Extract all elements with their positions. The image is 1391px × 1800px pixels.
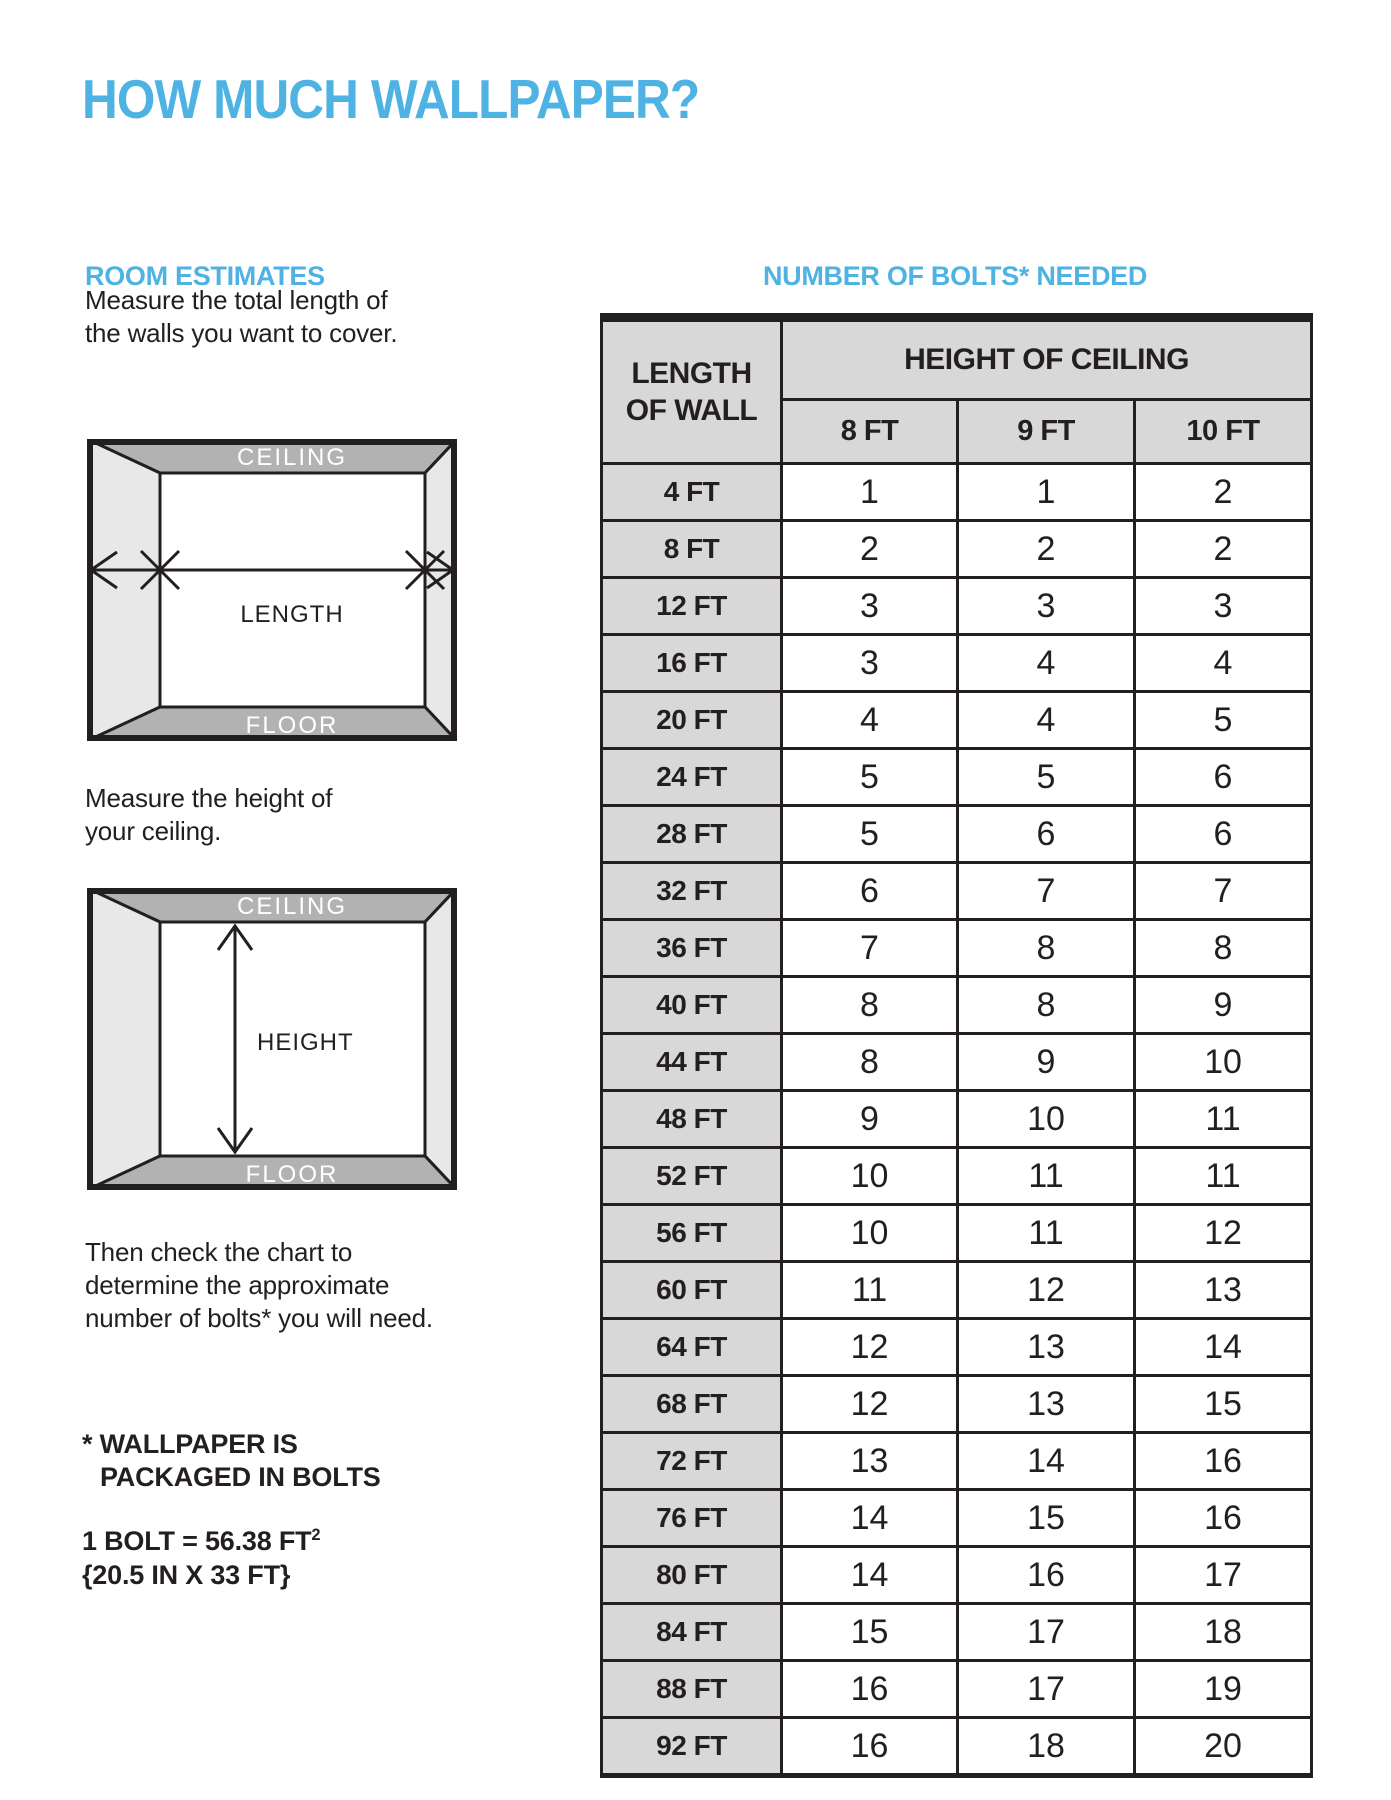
col-header-10ft: 10 FT <box>1135 400 1312 464</box>
bolt-count-cell: 14 <box>958 1433 1135 1490</box>
table-row <box>602 920 1312 977</box>
wall-length-cell: 92 FT <box>602 1718 782 1776</box>
table-row <box>602 1262 1312 1319</box>
bolt-count-cell: 12 <box>782 1376 958 1433</box>
instruction-step-2-line-2: your ceiling. <box>85 816 222 846</box>
bolt-count-cell: 16 <box>782 1661 958 1718</box>
bolt-count-cell: 9 <box>782 1091 958 1148</box>
table-row <box>602 1490 1312 1547</box>
table-row <box>602 1718 1312 1776</box>
table-row <box>602 635 1312 692</box>
bolt-count-cell: 3 <box>782 635 958 692</box>
height-of-ceiling-header: HEIGHT OF CEILING <box>782 318 1312 400</box>
bolt-count-cell: 15 <box>782 1604 958 1661</box>
bolt-count-cell: 1 <box>782 464 958 521</box>
bolt-count-cell: 4 <box>958 692 1135 749</box>
bolt-count-cell: 2 <box>1135 464 1312 521</box>
bolt-count-cell: 12 <box>958 1262 1135 1319</box>
page-title: HOW MUCH WALLPAPER? <box>82 68 700 130</box>
bolt-count-cell: 6 <box>782 863 958 920</box>
bolt-count-cell: 14 <box>782 1547 958 1604</box>
wall-length-cell: 64 FT <box>602 1319 782 1376</box>
bolt-count-cell: 8 <box>782 977 958 1034</box>
bolt-count-cell: 13 <box>958 1319 1135 1376</box>
instruction-step-1-line-1: Measure the total length of <box>85 285 388 315</box>
bolt-count-cell: 6 <box>1135 806 1312 863</box>
bolt-size-info <box>82 1524 320 1592</box>
table-row <box>602 1034 1312 1091</box>
bolts-needed-heading: NUMBER OF BOLTS* NEEDED <box>762 261 1148 291</box>
bolt-count-cell: 18 <box>1135 1604 1312 1661</box>
back-wall-surface <box>160 473 425 707</box>
table-row <box>602 1091 1312 1148</box>
bolt-count-cell: 7 <box>958 863 1135 920</box>
squared-superscript: 2 <box>311 1526 321 1544</box>
bolt-dimensions: {20.5 IN X 33 FT} <box>82 1560 291 1590</box>
wall-length-cell: 48 FT <box>602 1091 782 1148</box>
wall-length-cell: 44 FT <box>602 1034 782 1091</box>
floor-label: FLOOR <box>245 712 339 739</box>
table-row <box>602 806 1312 863</box>
table-row <box>602 1319 1312 1376</box>
wall-length-cell: 16 FT <box>602 635 782 692</box>
bolt-count-cell: 12 <box>782 1319 958 1376</box>
wall-length-cell: 12 FT <box>602 578 782 635</box>
wall-length-cell: 84 FT <box>602 1604 782 1661</box>
bolt-count-cell: 15 <box>1135 1376 1312 1433</box>
table-row <box>602 863 1312 920</box>
bolt-count-cell: 16 <box>958 1547 1135 1604</box>
wall-length-cell: 8 FT <box>602 521 782 578</box>
wall-length-cell: 20 FT <box>602 692 782 749</box>
bolt-count-cell: 10 <box>782 1205 958 1262</box>
ceiling-label: CEILING <box>236 444 348 471</box>
bolt-count-cell: 4 <box>782 692 958 749</box>
table-row <box>602 1433 1312 1490</box>
bolt-count-cell: 5 <box>782 749 958 806</box>
table-row <box>602 692 1312 749</box>
bolt-count-cell: 20 <box>1135 1718 1312 1776</box>
length-measure-label: LENGTH <box>240 601 344 628</box>
table-row <box>602 1376 1312 1433</box>
bolt-count-cell: 13 <box>782 1433 958 1490</box>
table-row <box>602 749 1312 806</box>
bolt-count-cell: 18 <box>958 1718 1135 1776</box>
bolt-count-cell: 13 <box>1135 1262 1312 1319</box>
table-row <box>602 464 1312 521</box>
bolt-count-cell: 8 <box>958 977 1135 1034</box>
floor-label: FLOOR <box>245 1161 339 1188</box>
room-estimates-heading: ROOM ESTIMATES <box>85 261 325 291</box>
bolt-count-cell: 10 <box>1135 1034 1312 1091</box>
bolt-count-cell: 11 <box>958 1148 1135 1205</box>
instruction-step-2 <box>85 782 332 848</box>
bolt-count-cell: 17 <box>1135 1547 1312 1604</box>
bolt-count-cell: 11 <box>1135 1148 1312 1205</box>
room-length-diagram <box>87 439 457 741</box>
table-row <box>602 977 1312 1034</box>
bolt-count-cell: 16 <box>1135 1490 1312 1547</box>
bolt-count-cell: 7 <box>1135 863 1312 920</box>
bolt-count-cell: 3 <box>1135 578 1312 635</box>
bolt-count-cell: 2 <box>958 521 1135 578</box>
bolts-footnote <box>82 1428 381 1494</box>
instruction-step-1 <box>85 284 397 350</box>
table-row <box>602 1205 1312 1262</box>
ceiling-label: CEILING <box>236 893 348 920</box>
bolt-count-cell: 2 <box>782 521 958 578</box>
instruction-step-1-line-2: the walls you want to cover. <box>85 318 398 348</box>
bolt-count-cell: 2 <box>1135 521 1312 578</box>
wall-length-cell: 80 FT <box>602 1547 782 1604</box>
left-wall-surface <box>87 439 160 741</box>
table-row <box>602 1547 1312 1604</box>
bolt-count-cell: 10 <box>958 1091 1135 1148</box>
bolt-count-cell: 13 <box>958 1376 1135 1433</box>
bolt-count-cell: 14 <box>782 1490 958 1547</box>
bolt-equation: 1 BOLT = 56.38 FT <box>82 1526 312 1556</box>
instruction-step-3-line-3: number of bolts* you will need. <box>85 1303 433 1333</box>
bolt-count-cell: 19 <box>1135 1661 1312 1718</box>
table-row <box>602 521 1312 578</box>
instruction-step-3-line-1: Then check the chart to <box>85 1237 353 1267</box>
bolts-table-header <box>602 318 1312 464</box>
bolt-count-cell: 3 <box>782 578 958 635</box>
table-row <box>602 1148 1312 1205</box>
bolts-needed-table <box>600 313 1313 1778</box>
wall-length-cell: 28 FT <box>602 806 782 863</box>
wall-length-cell: 72 FT <box>602 1433 782 1490</box>
bolt-count-cell: 6 <box>1135 749 1312 806</box>
bolt-count-cell: 14 <box>1135 1319 1312 1376</box>
header-row-1 <box>602 318 1312 400</box>
instruction-step-3-line-2: determine the approximate <box>85 1270 390 1300</box>
bolt-count-cell: 17 <box>958 1661 1135 1718</box>
wall-length-cell: 4 FT <box>602 464 782 521</box>
bolt-count-cell: 5 <box>1135 692 1312 749</box>
wall-length-cell: 40 FT <box>602 977 782 1034</box>
bolt-count-cell: 5 <box>958 749 1135 806</box>
instruction-step-3 <box>85 1236 433 1335</box>
bolt-count-cell: 8 <box>958 920 1135 977</box>
bolt-count-cell: 11 <box>782 1262 958 1319</box>
table-row <box>602 578 1312 635</box>
bolt-count-cell: 16 <box>782 1718 958 1776</box>
footnote-asterisk: * <box>82 1429 93 1459</box>
instruction-step-2-line-1: Measure the height of <box>85 783 333 813</box>
bolt-count-cell: 8 <box>1135 920 1312 977</box>
bolt-count-cell: 6 <box>958 806 1135 863</box>
bolt-count-cell: 8 <box>782 1034 958 1091</box>
bolt-count-cell: 4 <box>958 635 1135 692</box>
wall-length-cell: 76 FT <box>602 1490 782 1547</box>
wall-length-cell: 60 FT <box>602 1262 782 1319</box>
bolt-count-cell: 16 <box>1135 1433 1312 1490</box>
wall-length-cell: 68 FT <box>602 1376 782 1433</box>
bolt-count-cell: 11 <box>1135 1091 1312 1148</box>
bolt-count-cell: 11 <box>958 1205 1135 1262</box>
bolt-count-cell: 12 <box>1135 1205 1312 1262</box>
wall-length-cell: 52 FT <box>602 1148 782 1205</box>
bolt-count-cell: 15 <box>958 1490 1135 1547</box>
footnote-line-1: WALLPAPER IS <box>99 1429 298 1459</box>
bolts-table-body <box>602 464 1312 1776</box>
room-height-diagram <box>87 888 457 1190</box>
bolt-count-cell: 10 <box>782 1148 958 1205</box>
table-row <box>602 1661 1312 1718</box>
table-row <box>602 1604 1312 1661</box>
length-of-wall-line-1: LENGTH <box>631 357 752 390</box>
footnote-line-2: PACKAGED IN BOLTS <box>100 1462 381 1492</box>
bolt-count-cell: 17 <box>958 1604 1135 1661</box>
length-of-wall-line-2: OF WALL <box>625 394 758 427</box>
wall-length-cell: 88 FT <box>602 1661 782 1718</box>
col-header-8ft: 8 FT <box>782 400 958 464</box>
bolt-count-cell: 1 <box>958 464 1135 521</box>
bolt-count-cell: 3 <box>958 578 1135 635</box>
bolt-count-cell: 9 <box>958 1034 1135 1091</box>
bolt-count-cell: 4 <box>1135 635 1312 692</box>
wall-length-cell: 32 FT <box>602 863 782 920</box>
bolt-count-cell: 7 <box>782 920 958 977</box>
length-of-wall-header <box>602 318 782 464</box>
height-measure-label: HEIGHT <box>257 1029 354 1056</box>
wall-length-cell: 36 FT <box>602 920 782 977</box>
wall-length-cell: 24 FT <box>602 749 782 806</box>
left-wall-surface <box>87 888 160 1190</box>
col-header-9ft: 9 FT <box>958 400 1135 464</box>
bolt-count-cell: 5 <box>782 806 958 863</box>
bolt-count-cell: 9 <box>1135 977 1312 1034</box>
wall-length-cell: 56 FT <box>602 1205 782 1262</box>
